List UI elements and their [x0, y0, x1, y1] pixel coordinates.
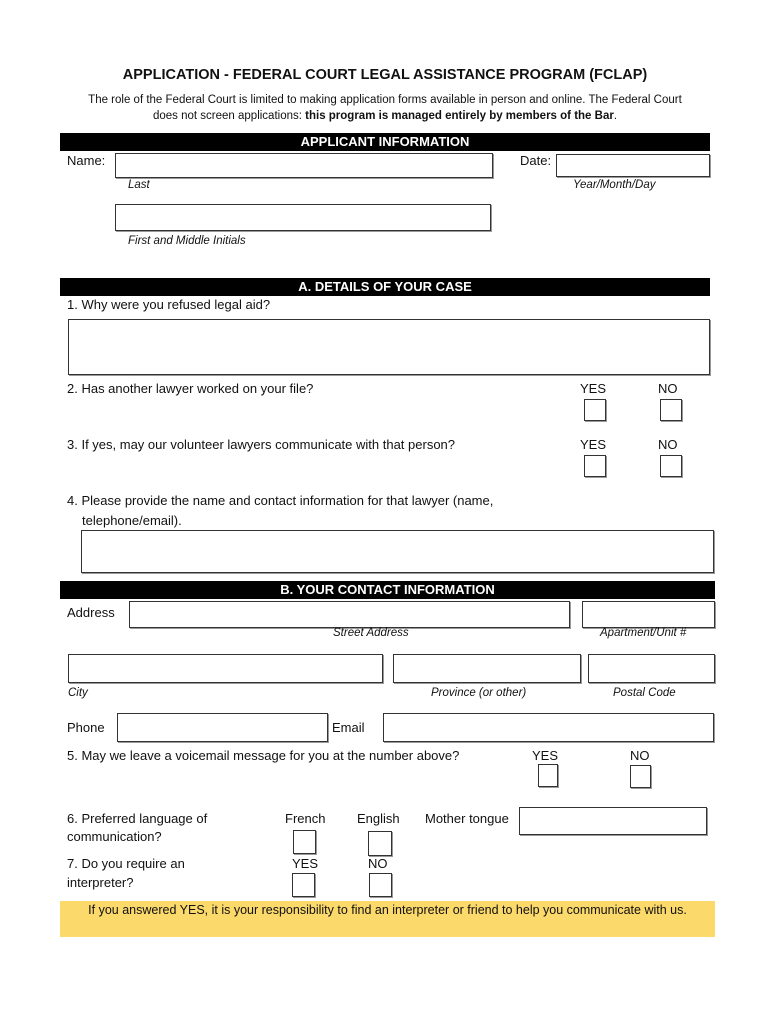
first-name-field[interactable] — [115, 204, 491, 231]
phone-label: Phone — [67, 720, 105, 735]
city-field[interactable] — [68, 654, 383, 683]
french-checkbox[interactable] — [293, 830, 316, 854]
q6-label-line2: communication? — [67, 829, 162, 844]
form-title: APPLICATION - FEDERAL COURT LEGAL ASSISTANCE PROGRAM (FCLAP) — [122, 67, 648, 83]
q7-no-label: NO — [368, 856, 388, 871]
mother-tongue-label: Mother tongue — [425, 811, 509, 826]
apartment-field[interactable] — [582, 601, 715, 628]
address-label: Address — [67, 605, 115, 620]
postal-code-field[interactable] — [588, 654, 715, 683]
q5-yes-checkbox[interactable] — [538, 764, 558, 787]
first-hint: First and Middle Initials — [128, 235, 246, 247]
email-field[interactable] — [383, 713, 714, 742]
q2-yes-checkbox[interactable] — [584, 399, 606, 421]
province-field[interactable] — [393, 654, 581, 683]
interpreter-notice: If you answered YES, it is your responsibility to find an interpreter or friend to help you communicate with us. — [60, 901, 715, 937]
last-name-field[interactable] — [115, 153, 493, 178]
q5-no-label: NO — [630, 748, 650, 763]
q3-yes-label: YES — [580, 437, 607, 452]
q3-no-checkbox[interactable] — [660, 455, 682, 477]
date-field[interactable] — [556, 154, 710, 177]
q2-no-checkbox[interactable] — [660, 399, 682, 421]
apt-hint: Apartment/Unit # — [600, 627, 687, 639]
intro-end: . — [613, 110, 618, 122]
last-hint: Last — [128, 179, 150, 191]
q2-yes-label: YES — [580, 381, 607, 396]
province-hint: Province (or other) — [431, 687, 527, 699]
english-label: English — [357, 811, 400, 826]
intro-line-1: The role of the Federal Court is limited to making application forms available in person and online. The Federal Court — [88, 94, 682, 106]
street-address-field[interactable] — [129, 601, 570, 628]
applicant-section-header: APPLICANT INFORMATION — [60, 133, 710, 151]
name-label: Name: — [67, 153, 106, 168]
q3-yes-checkbox[interactable] — [584, 455, 606, 477]
date-hint: Year/Month/Day — [573, 179, 656, 191]
q7-yes-checkbox[interactable] — [292, 873, 315, 897]
intro-text: does not screen applications: — [152, 110, 306, 122]
street-hint: Street Address — [333, 627, 409, 639]
city-hint: City — [68, 687, 88, 699]
q4-label-line1: 4. Please provide the name and contact information for that lawyer (name, — [67, 493, 494, 508]
mother-tongue-field[interactable] — [519, 807, 707, 835]
q3-no-label: NO — [658, 437, 678, 452]
q6-label-line1: 6. Preferred language of — [67, 811, 208, 826]
postal-hint: Postal Code — [613, 687, 676, 699]
email-label: Email — [332, 720, 365, 735]
q7-yes-label: YES — [292, 856, 319, 871]
intro-line-2 — [0, 110, 770, 122]
q1-label: 1. Why were you refused legal aid? — [67, 297, 271, 312]
french-label: French — [285, 811, 326, 826]
q7-label-line2: interpreter? — [67, 875, 134, 890]
q2-no-label: NO — [658, 381, 678, 396]
case-section-header: A. DETAILS OF YOUR CASE — [60, 278, 710, 296]
q2-label: 2. Has another lawyer worked on your file? — [67, 381, 314, 396]
q3-label: 3. If yes, may our volunteer lawyers communicate with that person? — [67, 437, 456, 452]
q5-label: 5. May we leave a voicemail message for you at the number above? — [67, 748, 460, 763]
intro-bold: this program is managed entirely by members of the Bar — [305, 110, 614, 122]
q7-label-line1: 7. Do you require an — [67, 856, 185, 871]
contact-section-header: B. YOUR CONTACT INFORMATION — [60, 581, 715, 599]
q4-label-line2: telephone/email). — [82, 513, 182, 528]
q5-no-checkbox[interactable] — [630, 765, 651, 788]
date-label: Date: — [520, 153, 552, 168]
previous-lawyer-field[interactable] — [81, 530, 714, 573]
refused-legal-aid-field[interactable] — [68, 319, 710, 375]
phone-field[interactable] — [117, 713, 328, 742]
q5-yes-label: YES — [532, 748, 559, 763]
english-checkbox[interactable] — [368, 831, 392, 856]
q7-no-checkbox[interactable] — [369, 873, 392, 897]
